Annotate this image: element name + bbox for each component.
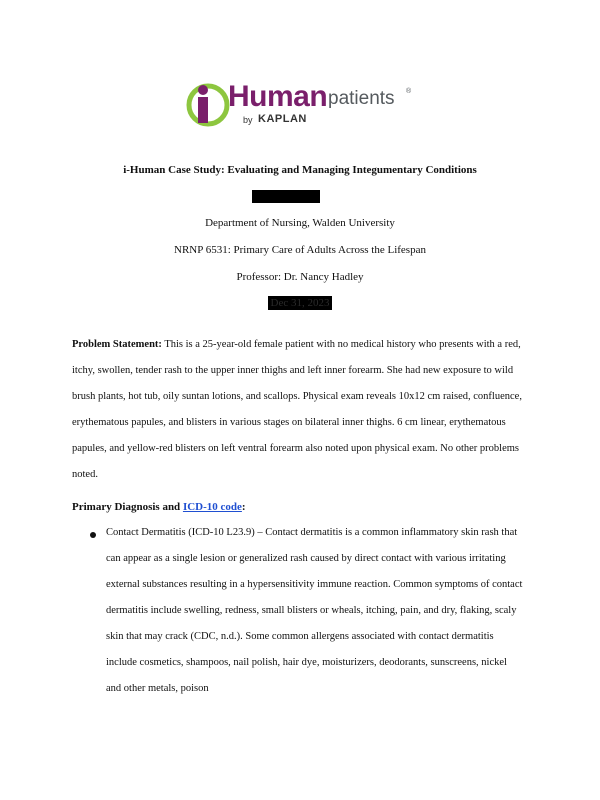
icd10-link[interactable]: ICD-10 code <box>182 501 242 513</box>
problem-statement-label: Problem Statement: <box>72 339 162 350</box>
logo-brand-main: Human <box>228 80 328 113</box>
problem-statement-text: This is a 25-year-old female patient with no medical history who presents with a red, itchy, swollen, tender rash to the upper inner thighs and left inner forearm. She had new exposure to wild brush plants, hot tub, oily suntan lotions, and scallops. Physical exam reveals 10x12 cm raised, confluence, erythematous papules, and blisters in various stages on bilateral inner thighs. 6 cm linear, erythematous papules, and yellow-red blisters on left ventral forearm also noted upon physical exam. No other problems noted. <box>72 339 522 480</box>
date-line <box>0 296 600 310</box>
diagnosis-bullet-item: Contact Dermatitis (ICD-10 L23.9) – Contact dermatitis is a common inflammatory skin rash that can appear as a single lesion or generalized rash caused by direct contact with various irritating external substances resulting in a hypersensitivity immune reaction. Common symptoms of contact dermatitis include swelling, redness, small blisters or wheals, itching, pain, and dry, flaking, scaly skin that may crack (CDC, n.d.). Some common allergens associated with contact dermatitis include cosmetics, shampoos, nail polish, hair dye, moisturizers, deodorants, sunscreens, nickel and other metals, poison <box>106 527 523 694</box>
problem-statement <box>72 332 528 488</box>
logo-brand-secondary: patients <box>328 88 395 109</box>
ihuman-i-logo-icon <box>186 83 230 127</box>
logo-registered-mark: ® <box>406 88 412 95</box>
primary-diagnosis-label: Primary Diagnosis and <box>72 501 183 513</box>
redacted-date: Dec 31, 2023 <box>268 296 333 310</box>
ihuman-logo <box>186 76 416 136</box>
redacted-author-name <box>252 190 320 203</box>
department: Department of Nursing, Walden University <box>205 217 395 229</box>
primary-diagnosis-heading <box>72 494 528 520</box>
primary-diagnosis-colon: : <box>241 501 246 513</box>
professor: Professor: Dr. Nancy Hadley <box>236 271 364 283</box>
course: NRNP 6531: Primary Care of Adults Across the Lifespan <box>174 244 426 256</box>
bullet-icon <box>90 532 96 538</box>
document-title: i-Human Case Study: Evaluating and Managing Integumentary Conditions <box>123 164 477 176</box>
logo-company: KAPLAN <box>258 113 307 125</box>
logo-by: by <box>243 115 253 125</box>
